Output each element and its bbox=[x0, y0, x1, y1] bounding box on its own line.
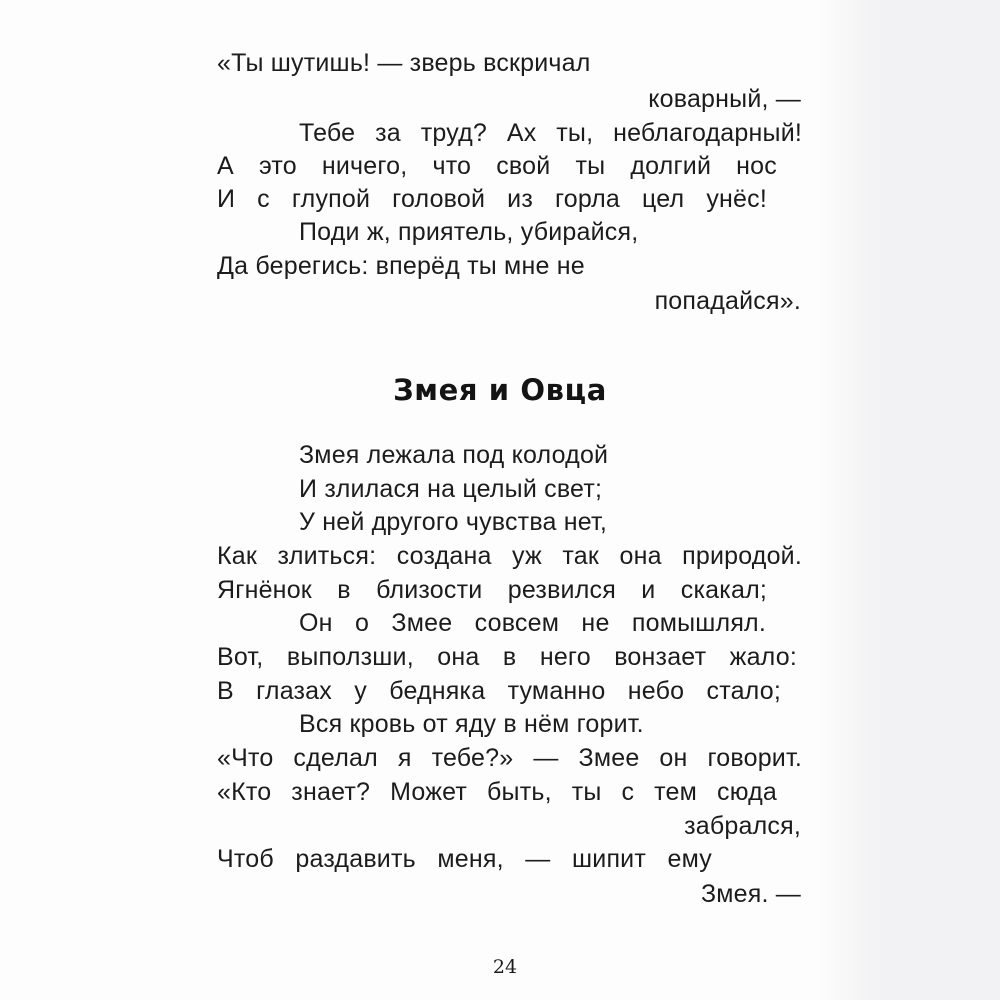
verse-line: И с глупой головой из горла цел унёс! bbox=[217, 185, 767, 213]
verse-line: А это ничего, что свой ты долгий нос bbox=[217, 152, 777, 180]
verse-line: попадайся». bbox=[654, 287, 801, 315]
fable-title: Змея и Овца bbox=[393, 373, 607, 407]
verse-line: «Ты шутишь! — зверь вскричал bbox=[217, 49, 591, 77]
verse-line: Змея. — bbox=[700, 880, 801, 908]
verse-line: Чтоб раздавить меня, — шипит ему bbox=[217, 845, 712, 873]
verse-line: Змея лежала под колодой bbox=[299, 441, 609, 469]
verse-line: В глазах у бедняка туманно небо стало; bbox=[217, 677, 781, 705]
verse-line: Вот, выползши, она в него вонзает жало: bbox=[217, 643, 797, 671]
verse-line: Тебе за труд? Ах ты, неблагодарный! bbox=[299, 119, 802, 147]
verse-line: Ягнёнок в близости резвился и скакал; bbox=[217, 576, 767, 604]
verse-line: И злилася на целый свет; bbox=[299, 475, 603, 503]
verse-line: Да берегись: вперёд ты мне не bbox=[217, 252, 585, 280]
verse-line: Он о Змее совсем не помышлял. bbox=[299, 609, 766, 637]
verse-line: У ней другого чувства нет, bbox=[299, 508, 608, 536]
verse-line: забрался, bbox=[684, 812, 801, 840]
verse-line: «Кто знает? Может быть, ты с тем сюда bbox=[217, 778, 777, 806]
verse-line: коварный, — bbox=[648, 85, 801, 113]
verse-line: Поди ж, приятель, убирайся, bbox=[299, 218, 639, 246]
verse-line: Вся кровь от яду в нём горит. bbox=[299, 710, 644, 738]
verse-line: Как злиться: создана уж так она природой. bbox=[217, 542, 802, 570]
page-number: 24 bbox=[492, 956, 518, 978]
verse-line: «Что сделал я тебе?» — Змее он говорит. bbox=[217, 744, 802, 772]
next-page-edge bbox=[818, 0, 1000, 1000]
